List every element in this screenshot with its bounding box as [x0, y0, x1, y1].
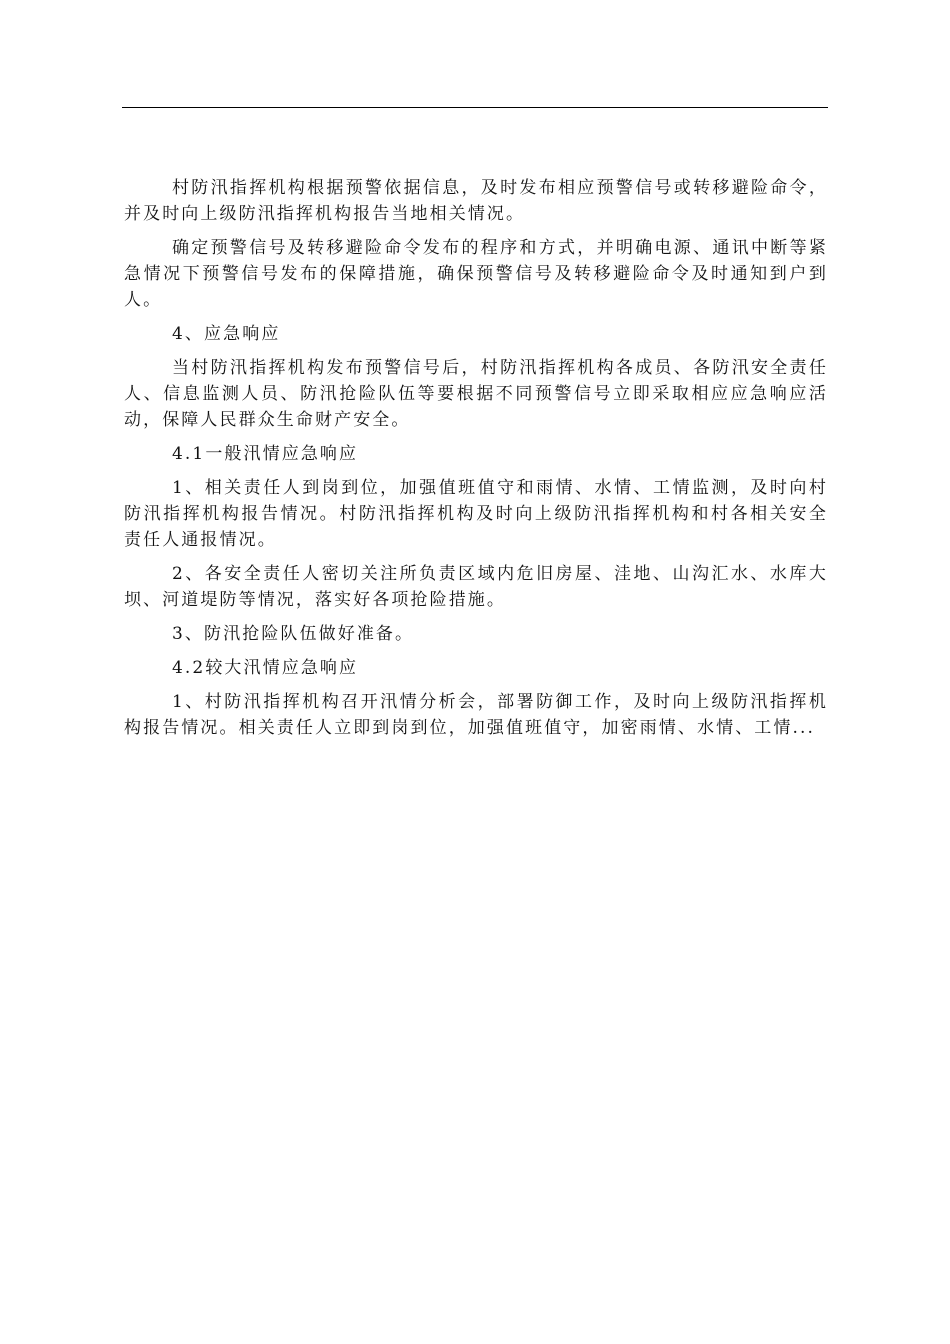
header-rule — [122, 107, 828, 108]
paragraph-warning-release: 村防汛指挥机构根据预警依据信息，及时发布相应预警信号或转移避险命令，并及时向上级防汛指挥机构报告当地相关情况。 — [124, 178, 828, 224]
section-heading-emergency-response: 4、应急响应 — [172, 324, 281, 344]
paragraph-general-item-2: 2、各安全责任人密切关注所负责区域内危旧房屋、洼地、山沟汇水、水库大坝、河道堤防等情况，落实好各项抢险措施。 — [124, 564, 828, 610]
paragraph-general-item-3: 3、防汛抢险队伍做好准备。 — [172, 624, 415, 644]
paragraph-warning-procedure: 确定预警信号及转移避险命令发布的程序和方式，并明确电源、通讯中断等紧急情况下预警信号发布的保障措施，确保预警信号及转移避险命令及时通知到户到人。 — [124, 238, 828, 310]
subsection-heading-general-flood: 4.1一般汛情应急响应 — [172, 444, 359, 464]
paragraph-general-item-1: 1、相关责任人到岗到位，加强值班值守和雨情、水情、工情监测，及时向村防汛指挥机构报告情况。村防汛指挥机构及时向上级防汛指挥机构和村各相关安全责任人通报情况。 — [124, 478, 828, 550]
paragraph-response-overview: 当村防汛指挥机构发布预警信号后，村防汛指挥机构各成员、各防汛安全责任人、信息监测人员、防汛抢险队伍等要根据不同预警信号立即采取相应应急响应活动，保障人民群众生命财产安全。 — [124, 358, 828, 430]
paragraph-major-item-1: 1、村防汛指挥机构召开汛情分析会，部署防御工作，及时向上级防汛指挥机构报告情况。相关责任人立即到岗到位，加强值班值守，加密雨情、水情、工情... — [124, 692, 828, 738]
subsection-heading-major-flood: 4.2较大汛情应急响应 — [172, 658, 359, 678]
document-body — [124, 175, 828, 749]
